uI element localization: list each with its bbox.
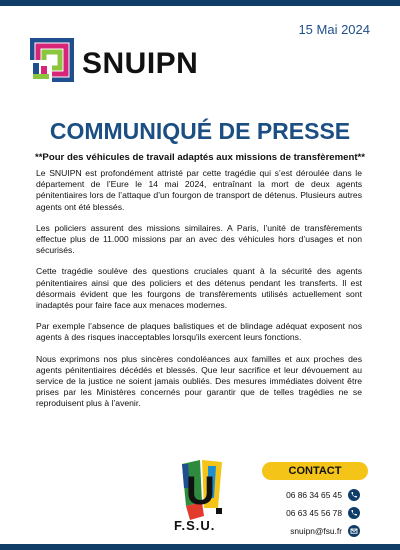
svg-text:U: U <box>186 469 215 513</box>
contact-box <box>262 462 368 544</box>
mail-icon <box>348 525 360 537</box>
phone-icon <box>348 507 360 519</box>
snuipn-logo <box>30 38 210 88</box>
paragraph: Nous exprimons nos plus sincères condoléances aux familles et aux proches des agents pénitentiaires décédés et blessés. Que leur sacrifice et leur dévouement au service de la justice ne soient jamais oubliés. Des mesures immédiates doivent être prises par les Ministères concernés pour garantir que de telles tragédies ne se reproduisent plus à l’avenir. <box>36 353 362 409</box>
paragraph: Par exemple l’absence de plaques balistiques et de blindage adéquat exposent nos agents à des risques inacceptables lorsqu'ils exercent leurs fonctions. <box>36 321 362 343</box>
page-subtitle: **Pour des véhicules de travail adaptés aux missions de transfèrement** <box>34 152 366 163</box>
phone-number: 06 63 45 56 78 <box>286 508 342 518</box>
top-border <box>0 0 400 6</box>
paragraph: Le SNUIPN est profondément attristé par cette tragédie qui s’est déroulée dans le département de l’Eure le 14 mai 2024, entraînant la mort de deux agents pénitentiaires lors de l’attaque d’un fourgon de transport de détenus. Plusieurs autres agents ont été blessés. <box>36 168 362 212</box>
phone-icon <box>348 489 360 501</box>
contact-phone-1 <box>262 488 368 502</box>
contact-heading: CONTACT <box>262 462 368 480</box>
bottom-border <box>0 544 400 550</box>
paragraph: Les policiers assurent des missions similaires. A Paris, l’unité de transfèrements effectue plus de 11.000 missions par an avec des véhicules hors d’usages et non sécurisés. <box>36 222 362 256</box>
page-title: COMMUNIQUÉ DE PRESSE <box>49 118 351 144</box>
paragraph: Cette tragédie soulève des questions cruciales quant à la sécurité des agents pénitentiaires ainsi que des policiers et des détenus pendant les transferts. Il est désormais évident que les fourgons de transfèrements utilisés actuellement sont inadaptés pour faire face aux menaces modernes. <box>36 266 362 311</box>
logo-text: SNUIPN <box>82 47 199 80</box>
contact-email <box>262 524 368 538</box>
fsu-text: F.S.U. <box>174 518 216 533</box>
phone-number: 06 86 34 65 45 <box>286 490 342 500</box>
logo-mark-icon <box>30 38 74 82</box>
date-label: 15 Mai 2024 <box>298 22 370 37</box>
contact-phone-2 <box>262 506 368 520</box>
email-address[interactable]: snuipn@fsu.fr <box>290 526 342 536</box>
press-release-body <box>36 168 362 420</box>
